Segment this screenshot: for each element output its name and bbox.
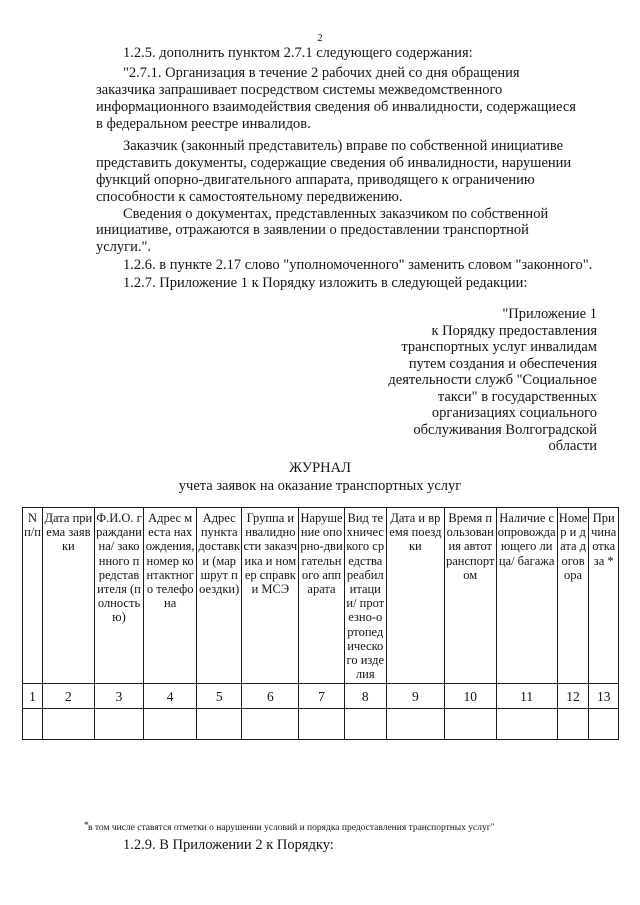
empty-cell (144, 708, 197, 739)
paragraph-representative-line-4: способности к самостоятельному передвижению. (96, 189, 403, 205)
empty-cell (23, 708, 43, 739)
journal-subtitle: учета заявок на оказание транспортных услуг (178, 478, 462, 494)
column-header: N п/п (23, 508, 43, 684)
paragraph-documents-line-2: инициативе, отражаются в заявлении о предоставлении транспортной (96, 222, 529, 238)
empty-cell (43, 708, 95, 739)
paragraph-representative-line-3: функций опорно-двигательного аппарата, приводящего к ограничению (96, 172, 535, 188)
empty-cell (344, 708, 386, 739)
appendix-line: обслуживания Волгоградской (413, 421, 597, 438)
column-header: Нарушение опорно-двигательного аппарата (299, 508, 344, 684)
empty-cell (94, 708, 144, 739)
empty-cell (197, 708, 242, 739)
column-header: Наличие сопровождающего лица/ багажа (496, 508, 557, 684)
empty-cell (299, 708, 344, 739)
column-number: 13 (589, 684, 619, 708)
empty-cell (444, 708, 496, 739)
journal-title: ЖУРНАЛ (289, 460, 351, 476)
empty-cell (589, 708, 619, 739)
column-number: 10 (444, 684, 496, 708)
column-header: Номер и дата договора (557, 508, 589, 684)
appendix-line: к Порядку предоставления (431, 322, 597, 339)
appendix-line: "Приложение 1 (502, 306, 597, 322)
column-header: Время пользования автотранспортом (444, 508, 496, 684)
column-number: 3 (94, 684, 144, 708)
paragraph-1-2-7: 1.2.7. Приложение 1 к Порядку изложить в следующей редакции: (123, 275, 528, 291)
column-number: 6 (242, 684, 299, 708)
appendix-line: путем создания и обеспечения (408, 355, 597, 372)
table-header-row (23, 508, 619, 684)
column-number: 9 (386, 684, 444, 708)
column-header: Ф.И.О. гражданина/ законного представителя (полностью) (94, 508, 144, 684)
paragraph-2-7-1-line-3: информационного взаимодействия сведения об инвалидности, содержащиеся (96, 99, 576, 115)
paragraph-representative-line-2: представить документы, содержащие сведения об инвалидности, нарушении (96, 155, 572, 171)
journal-table (22, 507, 619, 740)
footnote-text: в том числе ставятся отметки о нарушении условий и порядка предоставления транспортных услуг" (88, 823, 495, 833)
footnote-marker: * (84, 821, 89, 831)
appendix-line: транспортных услуг инвалидам (401, 339, 597, 355)
column-number: 1 (23, 684, 43, 708)
empty-cell (386, 708, 444, 739)
column-header: Дата приема заявки (43, 508, 95, 684)
paragraph-1-2-6: 1.2.6. в пункте 2.17 слово "уполномоченного" заменить словом "законного". (123, 257, 593, 273)
column-header: Вид технического средства реабилитации/ протезно-ортопедического изделия (344, 508, 386, 684)
column-number: 12 (557, 684, 589, 708)
empty-cell (242, 708, 299, 739)
paragraph-documents-line-1: Сведения о документах, представленных заказчиком по собственной (123, 206, 549, 222)
appendix-line: области (548, 438, 597, 454)
empty-cell (496, 708, 557, 739)
column-header: Адрес места нахождения, номер контактного телефона (144, 508, 197, 684)
paragraph-2-7-1-line-4: в федеральном реестре инвалидов. (96, 116, 311, 132)
footnote (84, 821, 495, 833)
column-number: 5 (197, 684, 242, 708)
paragraph-2-7-1-line-2: заказчика запрашивает посредством системы межведомственного (96, 82, 503, 98)
column-number: 4 (144, 684, 197, 708)
column-header: Дата и время поездки (386, 508, 444, 684)
column-header: Группа инвалидности заказчика и номер справки МСЭ (242, 508, 299, 684)
appendix-line: деятельности служб "Социальное (388, 372, 597, 388)
table-empty-row (23, 708, 619, 739)
paragraph-documents-line-3: услуги.". (96, 239, 152, 255)
column-header: Причина отказа * (589, 508, 619, 684)
column-number: 7 (299, 684, 344, 708)
column-number: 8 (344, 684, 386, 708)
appendix-line: организациях социального (431, 405, 597, 421)
paragraph-representative-line-1: Заказчик (законный представитель) вправе по собственной инициативе (123, 138, 564, 154)
paragraph-1-2-9: 1.2.9. В Приложении 2 к Порядку: (123, 837, 334, 853)
empty-cell (557, 708, 589, 739)
table-number-row (23, 684, 619, 708)
column-header: Адрес пункта доставки (маршрут поездки) (197, 508, 242, 684)
column-number: 2 (43, 684, 95, 708)
page-number: 2 (317, 32, 323, 44)
appendix-heading (360, 306, 597, 455)
appendix-line: такси" в государственных (437, 388, 597, 405)
paragraph-1-2-5: 1.2.5. дополнить пунктом 2.7.1 следующего содержания: (123, 45, 473, 61)
column-number: 11 (496, 684, 557, 708)
paragraph-2-7-1-line-1: "2.7.1. Организация в течение 2 рабочих дней со дня обращения (123, 65, 520, 81)
